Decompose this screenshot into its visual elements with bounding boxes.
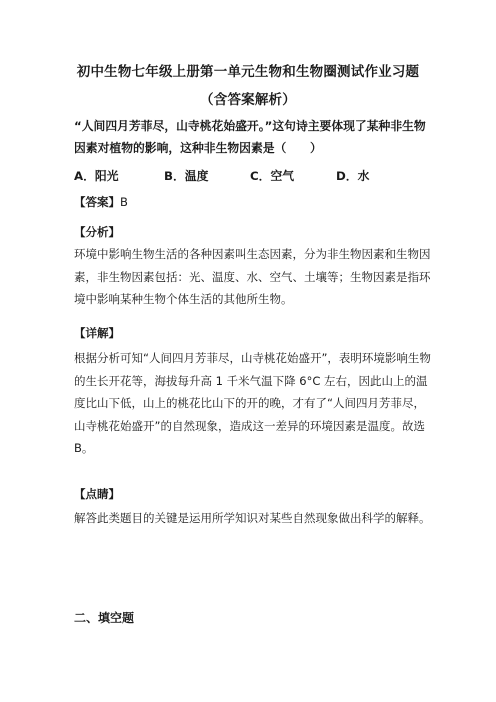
- answer-line: [74, 192, 128, 212]
- analysis-text: 环境中影响生物生活的各种因素叫生态因素，分为非生物因素和生物因素，非生物因素包括：光、温度、水、空气、土壤等；生物因素是指环境中影响某种生物个体生活的其他所生物。: [74, 247, 431, 306]
- comment-text: 解答此类题目的关键是运用所学知识对某些自然现象做出科学的解释。: [74, 511, 431, 525]
- question-options: [74, 167, 434, 187]
- detail-text: 根据分析可知“人间四月芳菲尽，山寺桃花始盛开”，表明环境影响生物的生长开花等，海拔每升高 1 千米气温下降 6°C 左右，因此山上的温度比山下低，山上的桃花比山下的开的晚，才有了“人间四月芳菲尽，山寺桃花始盛开”的自然现象，造成这一差异的环境因素是温度。故选 B。: [74, 351, 431, 455]
- question-text: “人间四月芳菲尽，山寺桃花始盛开。”这句诗主要体现了某种非生物因素对植物的影响，这种非生物因素是（ ）: [74, 119, 426, 155]
- option-b: B．温度: [164, 169, 209, 183]
- answer-value: B: [120, 195, 128, 209]
- option-c: C．空气: [250, 169, 295, 183]
- option-a: A．阳光: [74, 169, 119, 183]
- comment-label: 【点睛】: [74, 487, 120, 501]
- answer-label: 【答案】: [74, 195, 120, 209]
- document-title: 初中生物七年级上册第一单元生物和生物圈测试作业习题: [76, 64, 420, 80]
- option-d: D．水: [336, 169, 370, 183]
- analysis-label: 【分析】: [74, 225, 120, 239]
- detail-label: 【详解】: [74, 326, 120, 340]
- document-subtitle: （含答案解析）: [200, 92, 296, 108]
- section-heading: 二、填空题: [74, 611, 135, 625]
